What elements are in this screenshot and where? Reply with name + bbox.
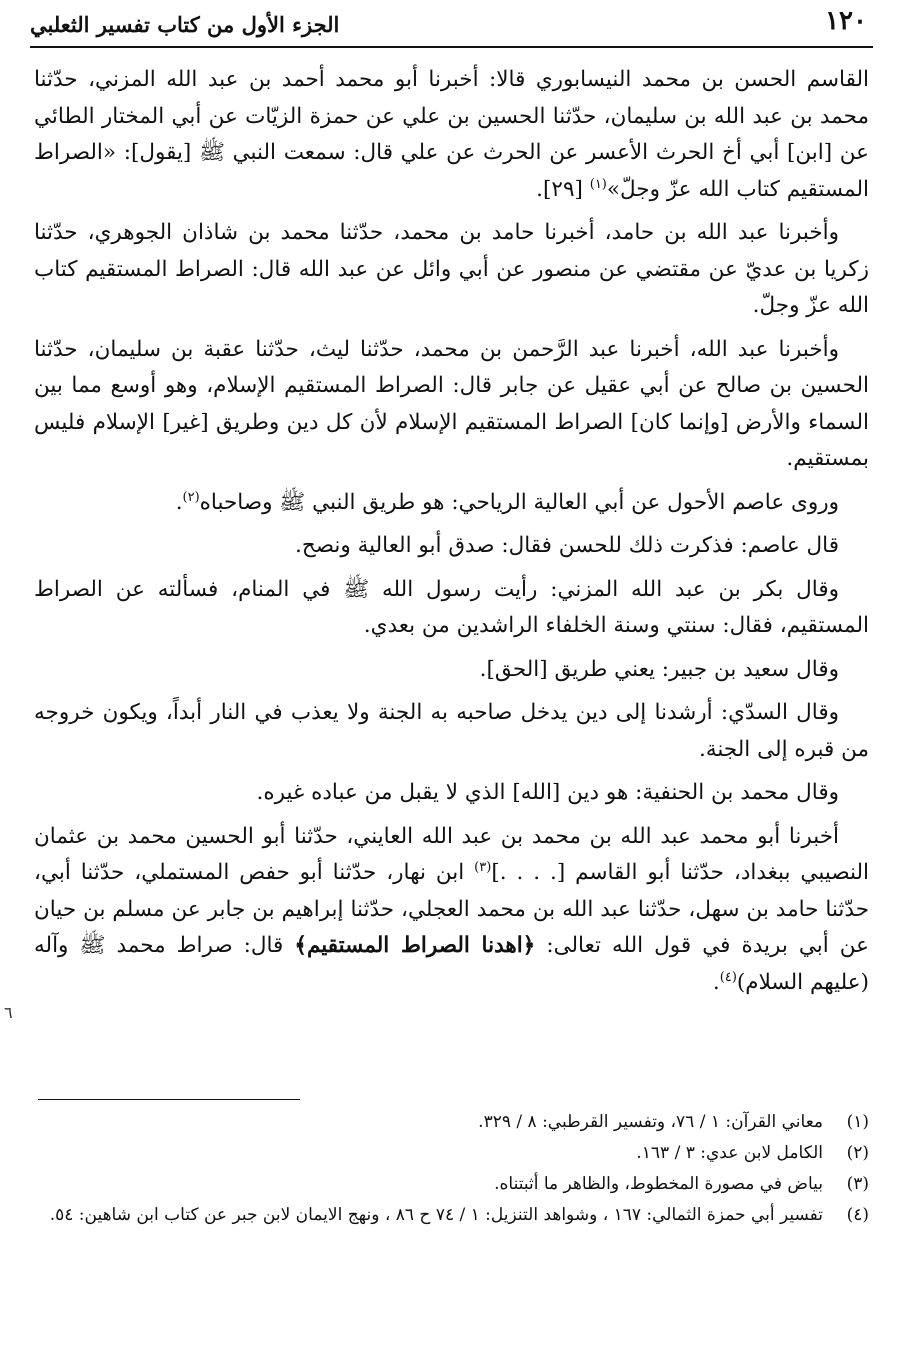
- paragraph-1: [34, 62, 869, 208]
- paragraph-2: وأخبرنا عبد الله بن حامد، أخبرنا حامد بن محمد، حدّثنا محمد بن شاذان الجوهري، حدّثنا زكريا بن عديّ عن مقتضي عن منصور عن أبي وائل عن عبد الله قال: الصراط المستقيم كتاب الله عزّ وجلّ.: [34, 220, 869, 318]
- footnote-2: [40, 1139, 869, 1167]
- footnote-3: [40, 1170, 869, 1198]
- paragraph-10: [34, 819, 869, 1002]
- paragraph-text: أخبرنا أبو محمد عبد الله بن محمد بن عبد الله العايني، حدّثنا أبو الحسين محمد بن عثمان النصيبي ببغداد، حدّثنا أبو القاسم [. . . .]: [34, 823, 869, 885]
- paragraph-8: وقال السدّي: أرشدنا إلى دين يدخل صاحبه به الجنة ولا يعذب في النار أبداً، ويكون خروجه من قبره إلى الجنة.: [34, 700, 869, 762]
- paragraph-5: قال عاصم: فذكرت ذلك للحسن فقال: صدق أبو العالية ونصح.: [295, 533, 839, 558]
- footnote-text: بياض في مصورة المخطوط، والظاهر ما أثبتناه.: [494, 1174, 823, 1194]
- footnote-1: [40, 1108, 869, 1136]
- paragraph-3: وأخبرنا عبد الله، أخبرنا عبد الرَّحمن بن محمد، حدّثنا ليث، حدّثنا عقبة بن سليمان، حدّثنا الحسين بن صالح عن أبي عقيل عن جابر قال: الصراط المستقيم الإسلام، وهو أوسع مما بين السماء والأرض [وإنما كان] الصراط المستقيم الإسلام لأن كل دين وطريق [غير] الإسلام فليس بمستقيم.: [34, 336, 869, 471]
- paragraph-6: وقال بكر بن عبد الله المزني: رأيت رسول الله ﷺ في المنام، فسألته عن الصراط المستقيم، فقال: سنتي وسنة الخلفاء الراشدين من بعدي.: [34, 576, 869, 638]
- footnote-text: معاني القرآن: ١ / ٧٦، وتفسير القرطبي: ٨ / ٣٢٩.: [478, 1112, 823, 1132]
- paragraph-9: وقال محمد بن الحنفية: هو دين [الله] الذي لا يقبل من عباده غيره.: [256, 780, 839, 805]
- footnote-text: تفسير أبي حمزة الثمالي: ١٦٧ ، وشواهد التنزيل: ١ / ٧٤ ح ٨٦ ، ونهج الايمان لابن جبر عن كتاب ابن شاهين: ٥٤.: [49, 1205, 823, 1225]
- footnote-4: [40, 1201, 869, 1229]
- footnote-divider: [38, 1099, 300, 1100]
- paragraph-text: قال: صراط محمد ﷺ وآله (عليهم السلام): [34, 933, 869, 995]
- paragraph-7: وقال سعيد بن جبير: يعني طريق [الحق].: [479, 656, 839, 682]
- running-title: الجزء الأول من كتاب تفسير الثعلبي: [30, 12, 340, 37]
- paragraph-text: وروى عاصم الأحول عن أبي العالية الرياحي: هو طريق النبي ﷺ وصاحباه: [199, 489, 839, 515]
- footnote-ref-4: (٤): [719, 969, 737, 985]
- paragraph-text: ابن نهار، حدّثنا أبو حفص المستملي، حدّثنا أبي، حدّثنا حامد بن سهل، حدّثنا عبد الله بن محمد العجلي، حدّثنا إبراهيم بن جابر عن مسلم بن حيان عن أبي بريدة في قول الله تعالى:: [34, 860, 869, 958]
- margin-mark: ٦: [4, 1003, 13, 1022]
- footnotes: [40, 1108, 869, 1232]
- quran-verse: ﴿اهدنا الصراط المستقيم﴾: [294, 933, 536, 958]
- footnote-ref-2: (٢): [182, 489, 200, 505]
- footnote-number: (٤): [846, 1205, 869, 1225]
- footnote-number: (١): [846, 1112, 869, 1132]
- paragraph-tail: .: [175, 489, 183, 515]
- hadith-number: [٢٩].: [536, 176, 590, 202]
- footnote-number: (٣): [846, 1174, 869, 1194]
- page-header: [30, 4, 873, 48]
- paragraph-tail: .: [712, 969, 720, 995]
- footnote-text: الكامل لابن عدي: ٣ / ١٦٣.: [636, 1143, 823, 1163]
- main-text: [34, 62, 869, 1008]
- footnote-number: (٢): [846, 1143, 869, 1163]
- footnote-ref-1: (١): [589, 176, 607, 192]
- paragraph-text: القاسم الحسن بن محمد النيسابوري قالا: أخبرنا أبو محمد أحمد بن عبد الله المزني، حدّثنا محمد بن عبد الله بن سليمان، حدّثنا الحسين بن علي عن حمزة الزيّات عن أبي المختار الطائي عن [ابن] أبي أخ الحرث الأعسر عن الحرث عن علي قال: سمعت النبي ﷺ [يقول]: «الصراط المستقيم كتاب الله عزّ وجلّ»: [34, 67, 869, 202]
- footnote-ref-3: (٣): [474, 859, 492, 875]
- page-number: ١٢٠: [825, 6, 867, 36]
- paragraph-4: [34, 485, 869, 522]
